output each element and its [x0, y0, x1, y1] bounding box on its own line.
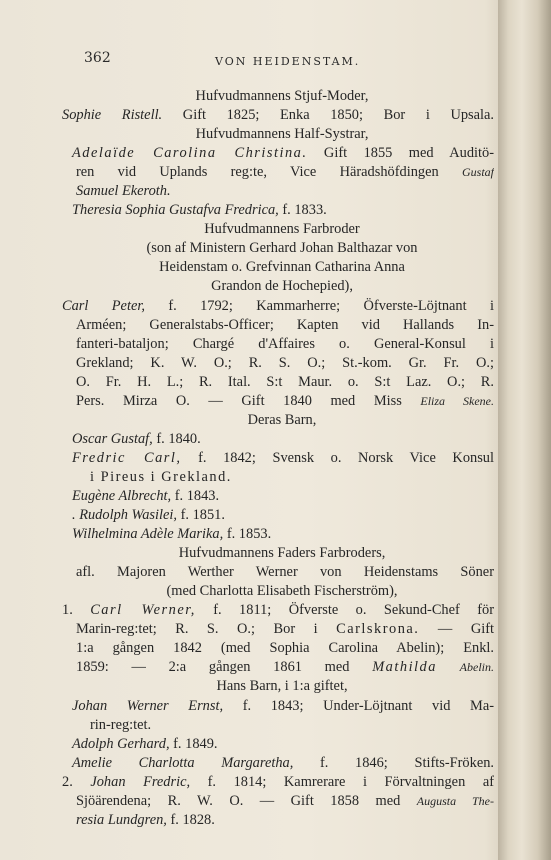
text-line — [62, 201, 494, 220]
text-line — [62, 620, 494, 639]
text-run: Sophie Ristell. — [62, 107, 163, 124]
text-line — [62, 258, 494, 277]
text-line — [62, 735, 494, 754]
text-line — [62, 125, 494, 144]
text-run: Johan Werner Ernst, — [72, 697, 224, 714]
text-run: Grekland; K. W. O.; R. S. O.; St.-kom. Gr. Fr. O.; — [76, 354, 494, 371]
text-line — [62, 335, 494, 354]
text-line — [62, 411, 494, 430]
text-run: Samuel Ekeroth. — [76, 183, 171, 200]
text-run: f. 1851. — [177, 507, 225, 524]
text-run: Heidenstam o. Grefvinnan Catharina Anna — [159, 259, 405, 276]
text-line — [62, 677, 494, 696]
text-run: Wilhelmina Adèle Marika, — [72, 526, 224, 543]
text-run: Deras Barn, — [247, 411, 317, 428]
text-run: Pers. Mirza O. — Gift 1840 med Miss — [76, 392, 421, 409]
text-run: Gift 1825; Enka 1850; Bor i Upsala. — [162, 107, 494, 124]
text-run: 1:a gången 1842 (med Sophia Carolina Abelin); Enkl. — [76, 640, 494, 657]
text-run: Grandon de Hochepied), — [211, 278, 353, 295]
text-run: Fredric Carl, — [72, 449, 182, 466]
text-run: Marin-reg:tet; R. S. O.; Bor i — [76, 621, 337, 638]
text-line — [62, 297, 494, 316]
text-line — [62, 182, 494, 201]
text-run: f. 1846; Stifts-Fröken. — [293, 754, 494, 771]
text-line — [62, 220, 494, 239]
text-line — [62, 601, 494, 620]
text-line — [62, 716, 494, 735]
book-spine — [498, 0, 551, 860]
text-run: Adolph Gerhard, — [72, 735, 170, 752]
text-line — [62, 468, 494, 487]
text-run: f. 1828. — [166, 811, 215, 828]
text-line — [62, 144, 494, 163]
text-run: Amelie Charlotta Margaretha, — [72, 754, 294, 771]
text-run: Mathilda — [372, 659, 437, 676]
text-line — [62, 639, 494, 658]
text-run: Gustaf — [461, 165, 494, 180]
text-line — [62, 354, 494, 373]
page-body — [62, 87, 494, 830]
text-run: Gift 1855 med Auditö- — [307, 145, 494, 162]
text-line — [62, 506, 494, 525]
page-number: 362 — [84, 50, 111, 66]
text-line — [62, 754, 494, 773]
text-line — [62, 277, 494, 296]
text-run: Oscar Gustaf, — [72, 430, 153, 447]
text-line — [62, 563, 494, 582]
text-run: Eugène Albrecht, — [72, 487, 172, 504]
text-run: (son af Ministern Gerhard Johan Balthazar von — [146, 240, 418, 257]
text-line — [62, 392, 494, 411]
text-line — [62, 87, 494, 106]
text-line — [62, 658, 494, 677]
text-run: Sjöärendena; R. W. O. — Gift 1858 med — [76, 792, 417, 809]
text-run: f. 1840. — [152, 430, 201, 447]
text-run: afl. Majoren Werther Werner von Heidenstams Söner — [76, 564, 494, 581]
text-line — [62, 773, 494, 792]
text-run: Carl Werner, — [90, 602, 196, 619]
text-run: (med Charlotta Elisabeth Fischerström), — [166, 583, 398, 600]
text-run: rin-reg:tet. — [90, 716, 152, 733]
text-run: f. 1814; Kamrerare i Förvaltningen af — [190, 773, 494, 790]
text-run: f. 1843; Under-Löjtnant vid Ma- — [223, 697, 494, 714]
text-run: Johan Fredric, — [90, 773, 191, 790]
text-line — [62, 106, 494, 125]
text-line — [62, 792, 494, 811]
text-line — [62, 163, 494, 182]
text-run: Hufvudmannens Half-Systrar, — [195, 126, 369, 143]
text-run: Adelaïde Carolina Christina. — [72, 145, 308, 162]
text-run: f. 1853. — [223, 526, 272, 543]
text-run: Abelin. — [459, 660, 494, 675]
text-line — [62, 316, 494, 335]
text-run: i Pireus i Grekland. — [90, 468, 232, 485]
text-run: Carlskrona. — [336, 621, 420, 638]
text-run: Hufvudmannens Stjuf-Moder, — [195, 88, 369, 104]
text-line — [62, 544, 494, 563]
text-run: 1. — [62, 602, 91, 619]
text-run: Augusta The- — [416, 793, 494, 808]
text-run: fanteri-bataljon; Chargé d'Affaires o. General-Konsul i — [76, 335, 494, 352]
text-line — [62, 430, 494, 449]
text-line — [62, 239, 494, 258]
text-run: f. 1842; Svensk o. Norsk Vice Konsul — [181, 449, 494, 466]
text-line — [62, 811, 494, 830]
text-run: Hufvudmannens Faders Farbroders, — [178, 545, 386, 562]
text-run: f. 1843. — [171, 487, 220, 504]
text-run: f. 1833. — [278, 202, 327, 219]
text-run: Carl Peter, — [62, 297, 145, 314]
text-line — [62, 487, 494, 506]
text-run: f. 1792; Kammarherre; Öfverste-Löjtnant i — [144, 297, 494, 314]
text-run: Hufvudmannens Farbroder — [204, 221, 360, 238]
running-title: VON HEIDENSTAM. — [215, 55, 361, 68]
text-line — [62, 525, 494, 544]
text-run: — Gift — [419, 621, 494, 638]
text-run: . Rudolph Wasilei, — [72, 507, 177, 524]
text-line — [62, 449, 494, 468]
text-run: f. 1849. — [169, 735, 218, 752]
text-run: 2. — [62, 773, 91, 790]
text-run: ren vid Uplands reg:te, Vice Häradshöfdingen — [76, 164, 462, 181]
text-run — [437, 659, 460, 675]
text-run: Eliza Skene. — [420, 393, 494, 408]
text-line — [62, 697, 494, 716]
text-line — [62, 582, 494, 601]
text-run: Theresia Sophia Gustafva Fredrica, — [72, 202, 279, 219]
text-run: f. 1811; Öfverste o. Sekund-Chef för — [195, 602, 494, 619]
text-run: Hans Barn, i 1:a giftet, — [216, 678, 348, 695]
text-line — [62, 373, 494, 392]
text-run: Arméen; Generalstabs-Officer; Kapten vid Hallands In- — [76, 316, 494, 333]
text-run: resia Lundgren, — [76, 811, 167, 828]
text-run: 1859: — 2:a gången 1861 med — [76, 659, 373, 676]
text-run: O. Fr. H. L.; R. Ital. S:t Maur. o. S:t Laz. O.; R. — [76, 373, 494, 390]
